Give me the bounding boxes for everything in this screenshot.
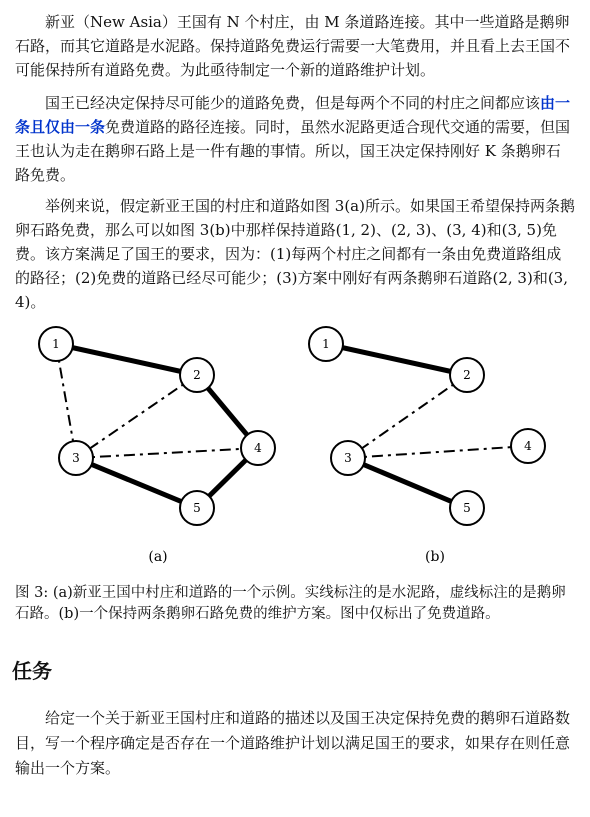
paragraph-intro-text: 新亚（New Asia）王国有 N 个村庄，由 M 条道路连接。其中一些道路是鹅卵石路，而其它道路是水泥路。保持道路免费运行需要一大笔费用，并且看上去王国不可能保持所有道路免费。为此亟待制定一个新的道路维护计划。 bbox=[15, 13, 571, 79]
node-a-1-label: 1 bbox=[52, 337, 60, 351]
graph-b bbox=[309, 327, 545, 565]
node-b-5-label: 5 bbox=[463, 501, 471, 515]
edge-b-2-3 bbox=[348, 375, 467, 458]
node-b-2-label: 2 bbox=[463, 368, 471, 382]
paragraph-task bbox=[15, 706, 575, 781]
node-b-3-label: 3 bbox=[344, 451, 352, 465]
node-b-4-label: 4 bbox=[524, 439, 532, 453]
sublabel-a: (a) bbox=[148, 549, 168, 565]
edge-a-1-2 bbox=[56, 344, 197, 375]
paragraph-rule-text-1: 国王已经决定保持尽可能少的道路免费，但是每两个不同的村庄之间都应该 bbox=[45, 94, 541, 112]
figure-caption: 图 3: (a)新亚王国中村庄和道路的一个示例。实线标注的是水泥路，虚线标注的是鹅卵石路。(b)一个保持两条鹅卵石路免费的维护方案。图中仅标出了免费道路。 bbox=[15, 585, 566, 622]
paragraph-task-text: 给定一个关于新亚王国村庄和道路的描述以及国王决定保持免费的鹅卵石道路数目，写一个程序确定是否存在一个道路维护计划以满足国王的要求，如果存在则任意输出一个方案。 bbox=[15, 709, 571, 777]
sublabel-b: (b) bbox=[425, 549, 445, 565]
node-a-3-label: 3 bbox=[72, 451, 80, 465]
edge-b-3-5 bbox=[348, 458, 467, 508]
edge-a-3-4 bbox=[76, 448, 258, 458]
edge-b-1-2 bbox=[326, 344, 467, 375]
paragraph-intro bbox=[15, 10, 575, 82]
node-a-4-label: 4 bbox=[254, 441, 262, 455]
edge-a-2-3 bbox=[76, 375, 197, 458]
section-heading-task: 任务 bbox=[12, 659, 52, 683]
edge-a-3-5 bbox=[76, 458, 197, 508]
paragraph-rule bbox=[15, 91, 575, 187]
paragraph-example-text: 举例来说，假定新亚王国的村庄和道路如图 3(a)所示。如果国王希望保持两条鹅卵石路免费，那么可以如图 3(b)中那样保持道路(1, 2)、(2, 3)、(3, 4)和(3, 5)免费。该方案满足了国王的要求，因为：(1)每两个村庄之间都有一条由免费道路组成的路径；(2)免费的道路已经尽可能少；(3)方案中刚好有两条鹅卵石道路(2, 3)和(3, 4)。 bbox=[15, 197, 575, 311]
node-b-1-label: 1 bbox=[322, 337, 330, 351]
edge-b-3-4 bbox=[348, 446, 528, 458]
paragraph-example bbox=[15, 194, 575, 314]
figure-3 bbox=[0, 318, 590, 578]
graph-a bbox=[39, 327, 275, 565]
node-a-5-label: 5 bbox=[193, 501, 201, 515]
paragraph-rule-text-2: 免费道路的路径连接。同时，虽然水泥路更适合现代交通的需要，但国王也认为走在鹅卵石路上是一件有趣的事情。所以，国王决定保持刚好 K 条鹅卵石路免费。 bbox=[15, 118, 571, 184]
paragraph-rule-highlight: 由一条且仅由一条 bbox=[15, 94, 571, 136]
node-a-2-label: 2 bbox=[193, 368, 201, 382]
